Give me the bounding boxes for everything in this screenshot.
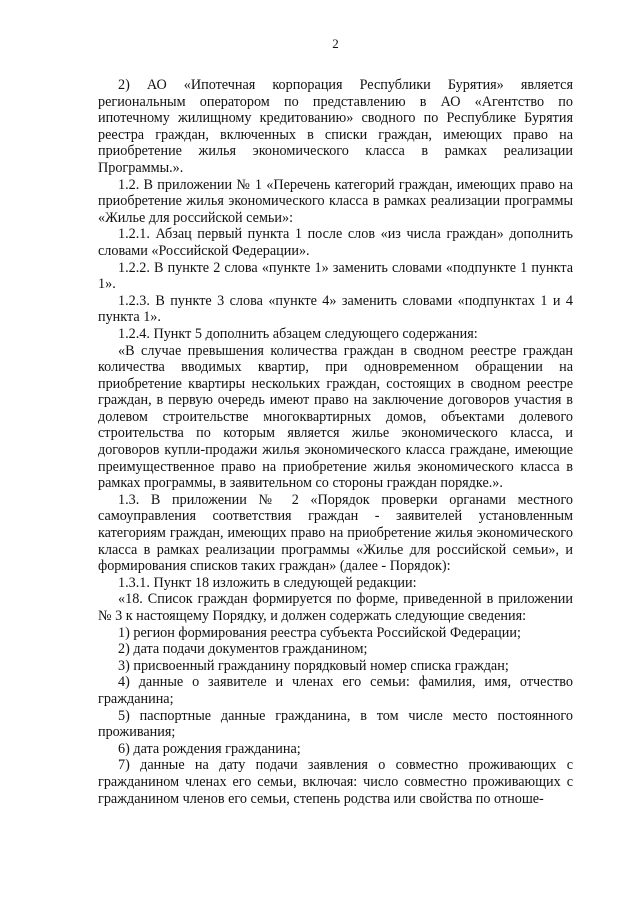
paragraph-1-2-4: 1.2.4. Пункт 5 дополнить абзацем следующего содержания: bbox=[118, 325, 478, 342]
paragraph-regional-operator: 2) АО «Ипотечная корпорация Республики Бурятия» является региональным оператором по представлению в АО «Агентство по ипотечному жилищному кредитованию» сводного по Республике Бурятия реестра граждан, включенных в списки граждан, имеющих право на приобретение жилья экономического класса в рамках реализации Программы.». bbox=[98, 77, 573, 176]
paragraph-1-2-1: 1.2.1. Абзац первый пункта 1 после слов «из числа граждан» дополнить словами «Российской Федерации». bbox=[98, 226, 573, 259]
list-item-5: 5) паспортные данные гражданина, в том числе место постоянного проживания; bbox=[98, 707, 573, 741]
page-number: 2 bbox=[332, 36, 339, 51]
paragraph-1-3: 1.3. В приложении № 2 «Порядок проверки органами местного самоуправления соответствия граждан - заявителей установленным категориям граждан, имеющих право на приобретение жилья экономического класса в рамках реализации программы «Жилье для российской семьи», и формирования списков таких граждан» (далее - Порядок): bbox=[98, 491, 573, 575]
paragraph-1-2: 1.2. В приложении № 1 «Перечень категорий граждан, имеющих право на приобретение жилья экономического класса в рамках реализации программы «Жилье для российской семьи»: bbox=[98, 176, 573, 226]
list-item-4: 4) данные о заявителе и членах его семьи: фамилия, имя, отчество гражданина; bbox=[98, 674, 573, 707]
list-item-3: 3) присвоенный гражданину порядковый номер списка граждан; bbox=[118, 657, 509, 674]
list-item-1: 1) регион формирования реестра субъекта Российской Федерации; bbox=[118, 624, 521, 641]
paragraph-1-3-1: 1.3.1. Пункт 18 изложить в следующей редакции: bbox=[118, 574, 417, 591]
paragraph-1-2-2: 1.2.2. В пункте 2 слова «пункте 1» заменить словами «подпункте 1 пункта 1». bbox=[98, 259, 573, 293]
paragraph-item-18: «18. Список граждан формируется по форме, приведенной в приложении № 3 к настоящему Порядку, и должен содержать следующие сведения: bbox=[98, 591, 573, 624]
paragraph-quoted-addition: «В случае превышения количества граждан в сводном реестре граждан количества вводимых квартир, при одновременном обращении на приобретение квартиры нескольких граждан, состоящих в сводном реестре граждан, в первую очередь имеют право на заключение договоров участия в долевом строительстве многоквартирных домов, объектами долевого строительства по которым является жилье экономического класса, и договоров купли-продажи жилья экономического класса граждане, имеющие преимущественное право на приобретение жилья экономического класса в рамках программы, в заявительном со стороны граждан порядке.». bbox=[98, 342, 573, 492]
list-item-6: 6) дата рождения гражданина; bbox=[118, 740, 301, 757]
paragraph-1-2-3: 1.2.3. В пункте 3 слова «пункте 4» заменить словами «подпунктах 1 и 4 пункта 1». bbox=[98, 292, 573, 326]
list-item-7: 7) данные на дату подачи заявления о совместно проживающих с гражданином членах его семьи, включая: число совместно проживающих с гражданином членов его семьи, степень родства или свойства по отноше- bbox=[98, 757, 573, 807]
list-item-2: 2) дата подачи документов гражданином; bbox=[118, 641, 368, 658]
